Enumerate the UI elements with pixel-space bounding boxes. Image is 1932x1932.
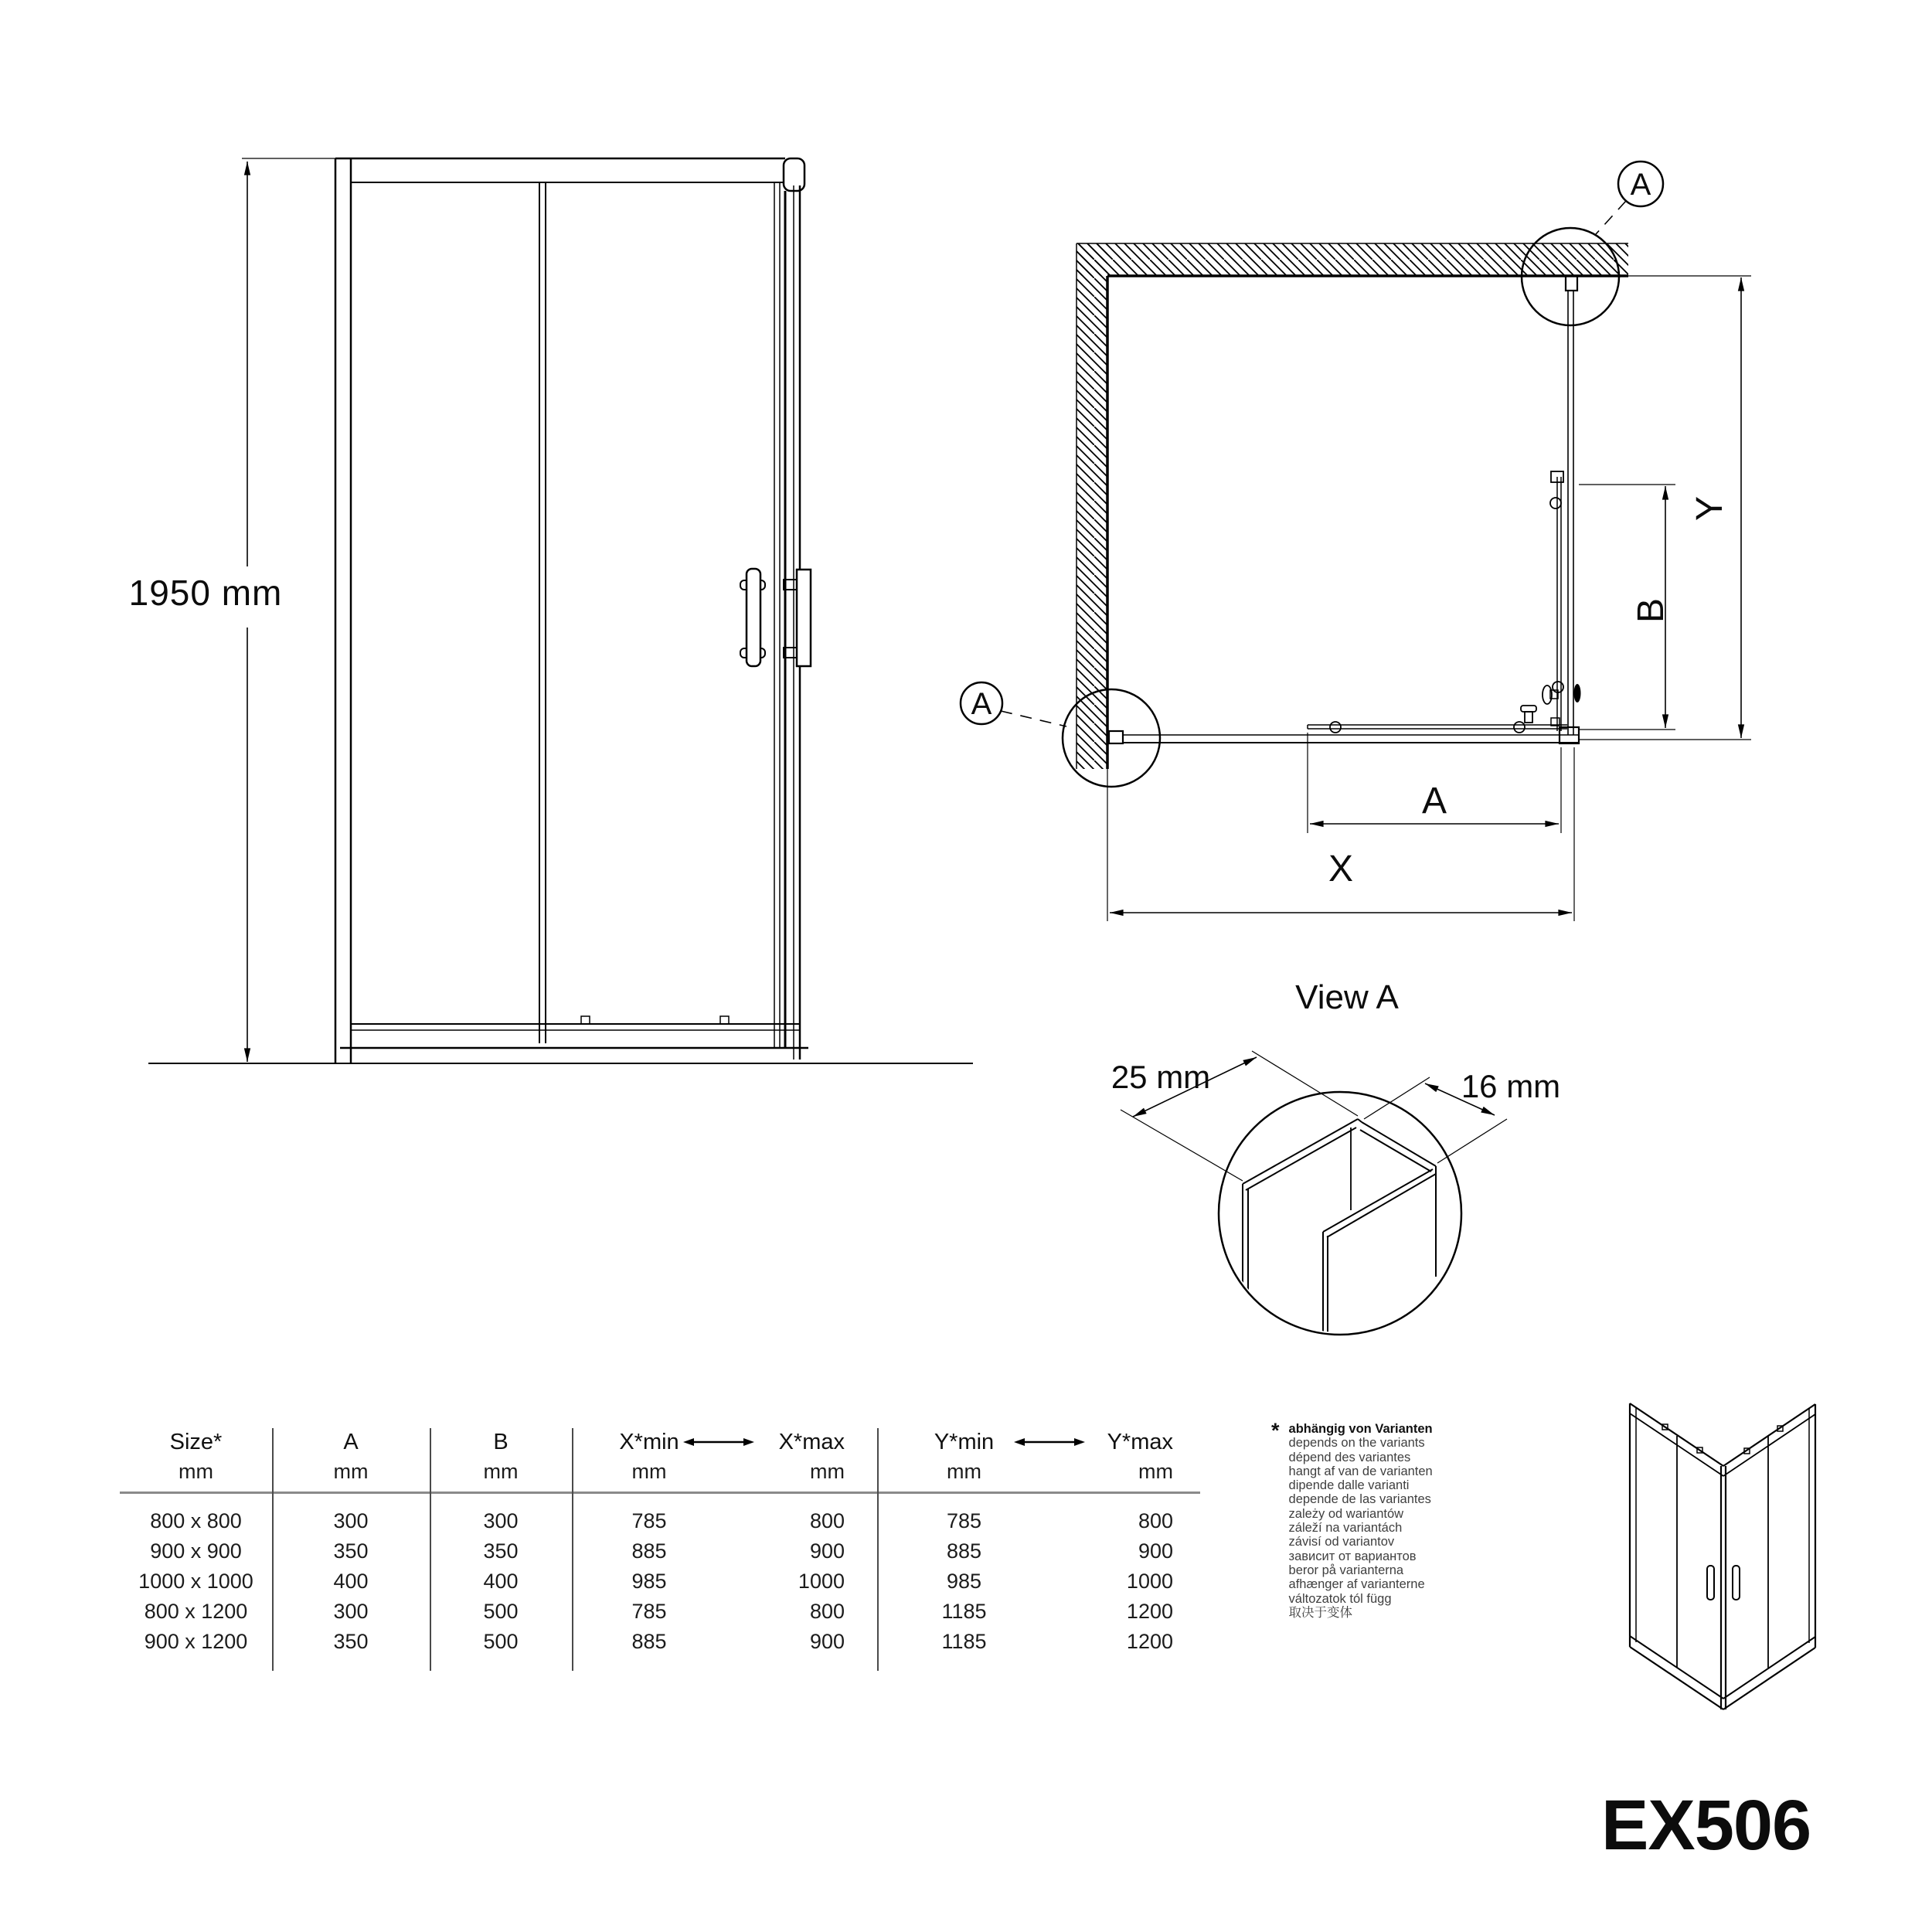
product-icon bbox=[1630, 1403, 1815, 1709]
unit-label: mm bbox=[333, 1460, 369, 1483]
footnote-line: závisí od variantov bbox=[1288, 1535, 1395, 1549]
plan-dim-a-label: A bbox=[1421, 781, 1447, 821]
unit-label: mm bbox=[810, 1460, 845, 1483]
knob-horizontal-door-cap bbox=[1521, 706, 1536, 712]
cell-xmin: 985 bbox=[631, 1570, 667, 1593]
cell-size: 1000 x 1000 bbox=[138, 1570, 253, 1593]
col-header-ymax: Y*max bbox=[1107, 1430, 1173, 1454]
cell-xmin: 785 bbox=[631, 1509, 667, 1532]
unit-label: mm bbox=[1138, 1460, 1173, 1483]
roller bbox=[1330, 722, 1341, 733]
cell-xmax: 900 bbox=[809, 1630, 845, 1653]
view-a-25mm-label: 25 mm bbox=[1111, 1059, 1211, 1095]
cell-xmax: 900 bbox=[809, 1539, 845, 1563]
table-row bbox=[120, 1569, 1206, 1594]
cell-b: 400 bbox=[483, 1570, 519, 1593]
cell-ymax: 800 bbox=[1138, 1509, 1173, 1532]
unit-label: mm bbox=[179, 1460, 213, 1483]
cell-ymax: 1000 bbox=[1126, 1570, 1173, 1593]
footnote-line: depende de las variantes bbox=[1288, 1492, 1431, 1507]
footnote-line: változatok tól függ bbox=[1288, 1591, 1392, 1606]
cell-b: 300 bbox=[483, 1509, 519, 1532]
cell-a: 350 bbox=[333, 1539, 369, 1563]
col-header-ymin: Y*min bbox=[934, 1430, 995, 1454]
cell-ymax: 1200 bbox=[1126, 1630, 1173, 1653]
cell-xmax: 1000 bbox=[798, 1570, 845, 1593]
detail-balloon-top-right-letter: A bbox=[1630, 168, 1651, 202]
cell-a: 300 bbox=[333, 1600, 369, 1623]
col-header-b: B bbox=[493, 1430, 509, 1454]
detail-balloon-top-right bbox=[1596, 162, 1663, 234]
icon-handle-right bbox=[1733, 1566, 1740, 1600]
footnote-line: 取决于变体 bbox=[1288, 1605, 1353, 1620]
footnote-line: záleží na variantách bbox=[1288, 1521, 1403, 1536]
header-underline bbox=[120, 1492, 1200, 1494]
cell-xmin: 885 bbox=[631, 1630, 667, 1653]
cell-ymin: 1185 bbox=[941, 1600, 987, 1623]
icon-handle-left bbox=[1707, 1566, 1714, 1600]
footnote-line: beror på varianterna bbox=[1288, 1563, 1404, 1577]
cell-b: 350 bbox=[483, 1539, 519, 1563]
view-a-title: View A bbox=[1295, 978, 1399, 1016]
asterisk-symbol: * bbox=[1271, 1419, 1280, 1442]
cell-size: 900 x 1200 bbox=[144, 1630, 248, 1653]
table-row bbox=[120, 1599, 1206, 1624]
footnote-line: dépend des variantes bbox=[1288, 1450, 1411, 1464]
table-row bbox=[120, 1509, 1206, 1533]
table-row bbox=[120, 1629, 1206, 1654]
variants-footnote bbox=[1271, 1419, 1433, 1620]
cell-ymin: 885 bbox=[946, 1539, 982, 1563]
plan-dim-b-label: B bbox=[1631, 597, 1672, 624]
cell-xmax: 800 bbox=[809, 1600, 845, 1623]
wall-bracket bbox=[1109, 731, 1123, 743]
cell-ymin: 785 bbox=[946, 1509, 982, 1532]
footnote-line: dipende dalle varianti bbox=[1288, 1478, 1410, 1493]
handle-dark bbox=[1574, 684, 1581, 702]
cell-b: 500 bbox=[483, 1630, 519, 1653]
unit-label: mm bbox=[947, 1460, 981, 1483]
cell-a: 400 bbox=[333, 1570, 369, 1593]
roller bbox=[1550, 498, 1561, 509]
col-header-xmin: X*min bbox=[619, 1430, 679, 1454]
cell-a: 350 bbox=[333, 1630, 369, 1653]
footnote-line: depends on the variants bbox=[1288, 1436, 1425, 1451]
detail-balloon-left-letter: A bbox=[971, 687, 992, 721]
cell-ymax: 900 bbox=[1138, 1539, 1173, 1563]
view-a-16mm-label: 16 mm bbox=[1461, 1068, 1561, 1104]
unit-label: mm bbox=[483, 1460, 519, 1483]
footnote-line: hangt af van de varianten bbox=[1288, 1464, 1433, 1478]
cell-b: 500 bbox=[483, 1600, 519, 1623]
footnote-line: zależy od wariantów bbox=[1288, 1506, 1404, 1521]
range-arrow-y bbox=[1014, 1436, 1085, 1448]
model-number: EX506 bbox=[1601, 1786, 1811, 1865]
footnote-lines bbox=[1289, 1422, 1433, 1620]
range-arrow-x bbox=[683, 1436, 754, 1448]
dimension-x bbox=[1107, 747, 1574, 921]
door-handle-front bbox=[740, 569, 765, 666]
cell-xmax: 800 bbox=[809, 1509, 845, 1532]
cell-xmin: 885 bbox=[631, 1539, 667, 1563]
cell-ymin: 1185 bbox=[941, 1630, 987, 1653]
footnote-line: afhænger af varianterne bbox=[1288, 1577, 1425, 1592]
plan-dim-x-label: X bbox=[1328, 849, 1354, 889]
plan-dim-y-label: Y bbox=[1689, 495, 1730, 522]
door-handle-side bbox=[784, 570, 811, 666]
unit-label: mm bbox=[631, 1460, 667, 1483]
wall-hatch-top bbox=[1077, 243, 1628, 276]
footnote-line: abhängig von Varianten bbox=[1288, 1422, 1433, 1436]
footnote-line: зависит от вариантов bbox=[1288, 1549, 1417, 1563]
plan-view bbox=[1063, 162, 1751, 921]
roller bbox=[1514, 722, 1525, 733]
cell-size: 800 x 800 bbox=[150, 1509, 242, 1532]
col-header-size: Size* bbox=[169, 1430, 223, 1454]
cell-a: 300 bbox=[333, 1509, 369, 1532]
cell-ymax: 1200 bbox=[1126, 1600, 1173, 1623]
table-row bbox=[120, 1539, 1206, 1563]
cell-size: 800 x 1200 bbox=[144, 1600, 248, 1623]
col-header-xmax: X*max bbox=[778, 1430, 845, 1454]
table-units-row bbox=[120, 1459, 1206, 1484]
col-header-a: A bbox=[343, 1430, 359, 1454]
cell-ymin: 985 bbox=[946, 1570, 982, 1593]
cell-xmin: 785 bbox=[631, 1600, 667, 1623]
cell-size: 900 x 900 bbox=[150, 1539, 242, 1563]
height-dimension-label: 1950 mm bbox=[128, 573, 283, 613]
